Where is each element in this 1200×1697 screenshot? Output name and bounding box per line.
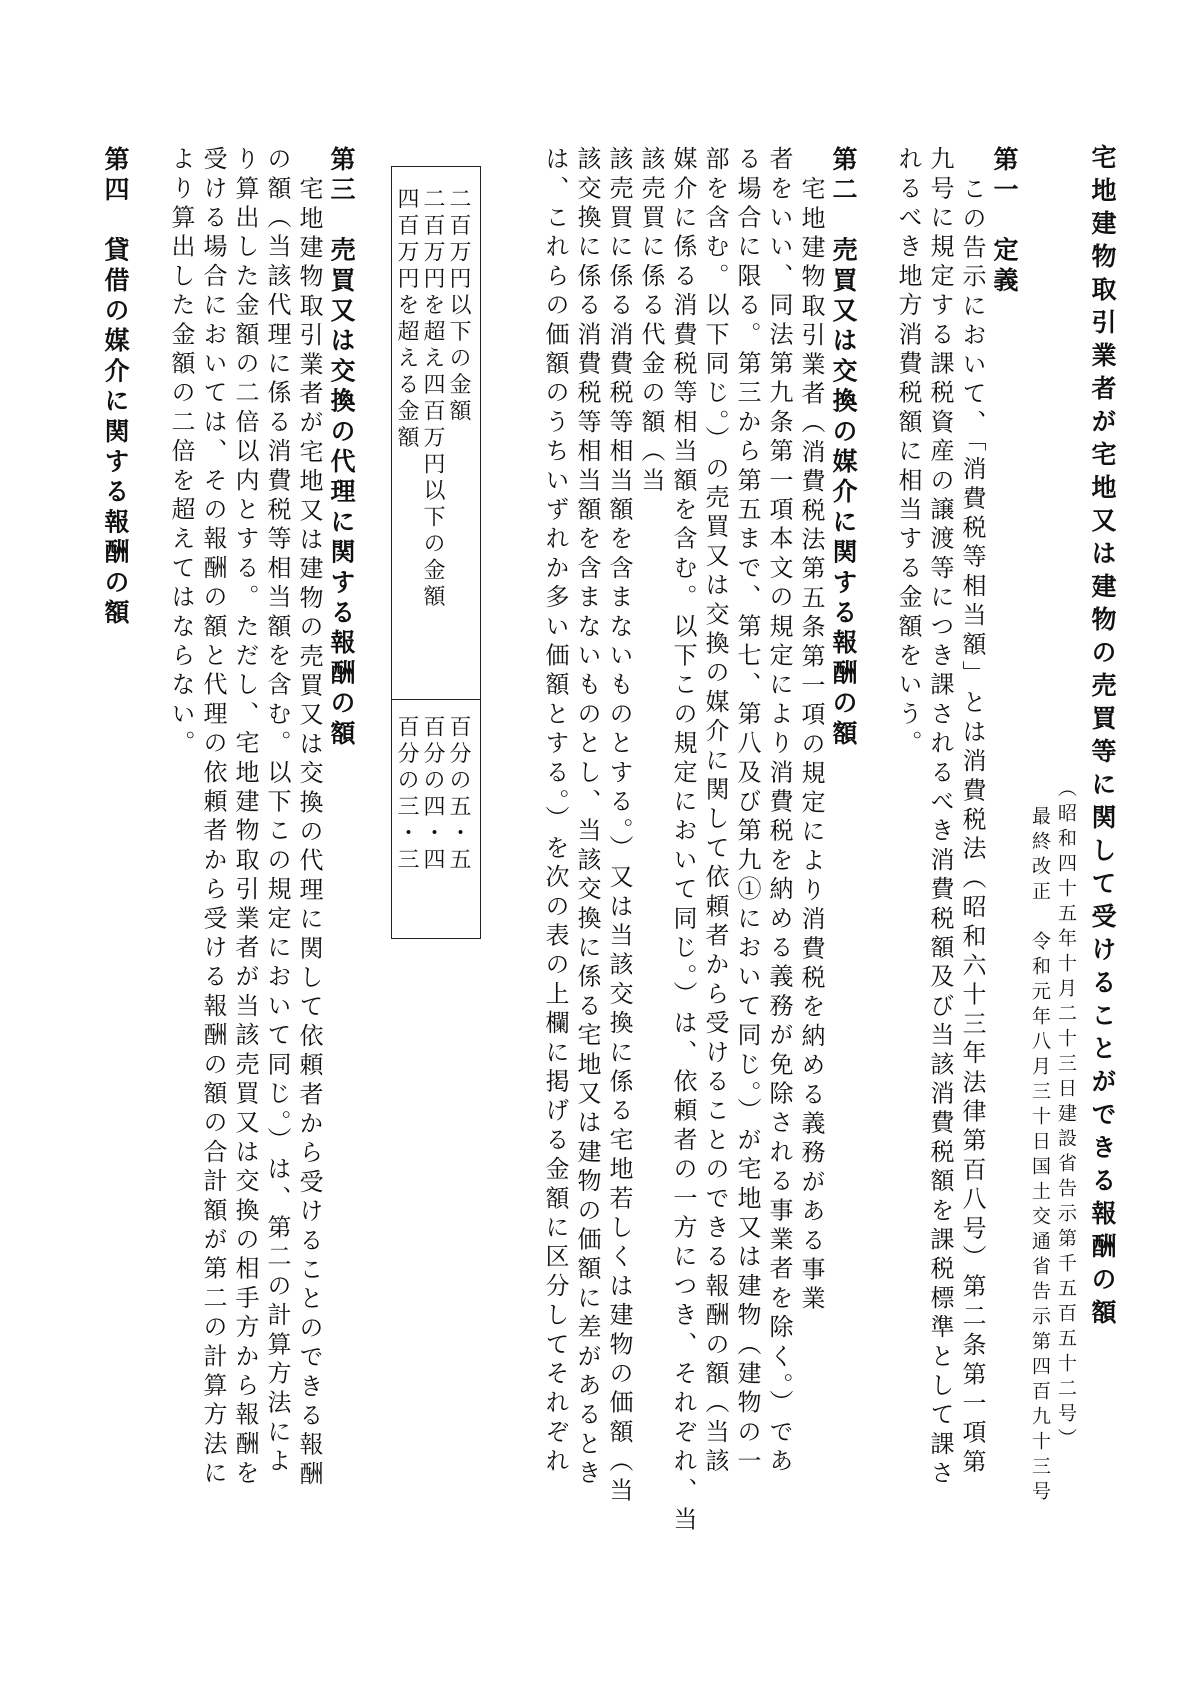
last-revision: 最終改正 令和元年八月三十日国土交通省告示第四百九十三号	[1029, 806, 1051, 1506]
document-title: 宅地建物取引業者が宅地又は建物の売買等に関して受けることができる報酬の額	[1088, 144, 1117, 1332]
section-1-heading: 第一 定義	[990, 146, 1019, 297]
section-3-line: の額（当該代理に係る消費税等相当額を含む。以下この規定において同じ。）は、第二の計算方法によ	[263, 146, 291, 1478]
fee-table-amount: 二百万円を超え四百万円以下の金額	[420, 187, 445, 611]
fee-table-amount: 四百万円を超える金額	[394, 187, 419, 452]
fee-table-amount: 二百万円以下の金額	[446, 187, 471, 426]
section-2-line: 該売買に係る消費税等相当額を含まないものとする。）又は当該交換に係る宅地若しくは建物の価額（当	[605, 146, 633, 1507]
section-3-line: り算出した金額の二倍以内とする。ただし、宅地建物取引業者が当該売買又は交換の相手方から報酬を	[231, 146, 259, 1490]
fee-table-rate: 百分の五・五	[446, 715, 471, 874]
section-2-line: る場合に限る。第三から第五まで、第七、第八及び第九①において同じ。）が宅地又は建物（建物の一	[733, 146, 761, 1478]
section-3-line: 宅地建物取引業者が宅地又は建物の売買又は交換の代理に関して依頼者から受けることのできる報酬	[295, 176, 323, 1490]
section-3-line: 受ける場合においては、その報酬の額と代理の依頼者から受ける報酬の額の合計額が第二の計算方法に	[199, 146, 227, 1490]
notice-origin: （昭和四十五年十月二十三日建設省告示第千五百五十二号）	[1055, 778, 1077, 1453]
section-3-line: より算出した金額の二倍を超えてはならない。	[167, 146, 195, 760]
fee-table-divider	[392, 699, 480, 700]
section-1-line: れるべき地方消費税額に相当する金額をいう。	[894, 146, 922, 760]
section-2-line: 者をいい、同法第九条第一項本文の規定により消費税を納める義務が免除される事業者を除く。）であ	[765, 146, 793, 1478]
section-2-line: 部を含む。以下同じ。）の売買又は交換の媒介に関して依頼者から受けることのできる報酬の額（当該	[701, 146, 729, 1478]
section-3-heading: 第三 売買又は交換の代理に関する報酬の額	[327, 146, 356, 750]
section-2-heading: 第二 売買又は交換の媒介に関する報酬の額	[829, 146, 858, 750]
section-1-line: 九号に規定する課税資産の譲渡等につき課されるべき消費税額及び当該消費税額を課税標準として課さ	[926, 146, 954, 1490]
fee-table-rate: 百分の三・三	[394, 715, 419, 874]
section-2-line: 宅地建物取引業者（消費税法第五条第一項の規定により消費税を納める義務がある事業	[797, 176, 825, 1315]
section-2-line: 該交換に係る消費税等相当額を含まないものとし、当該交換に係る宅地又は建物の価額に差があるとき	[573, 146, 601, 1490]
section-1-line: この告示において、「消費税等相当額」とは消費税法（昭和六十三年法律第百八号）第二条第一項第	[958, 176, 986, 1478]
fee-table	[391, 166, 481, 939]
section-4-heading: 第四 貸借の媒介に関する報酬の額	[101, 146, 130, 630]
section-2-line: 媒介に係る消費税等相当額を含む。以下この規定において同じ。）は、依頼者の一方につき、それぞれ、当該売買に係る代金の額（当	[637, 146, 697, 1536]
fee-table-rate: 百分の四・四	[420, 715, 445, 874]
section-2-line: は、これらの価額のうちいずれか多い価額とする。）を次の表の上欄に掲げる金額に区分してそれぞれ	[541, 146, 569, 1478]
